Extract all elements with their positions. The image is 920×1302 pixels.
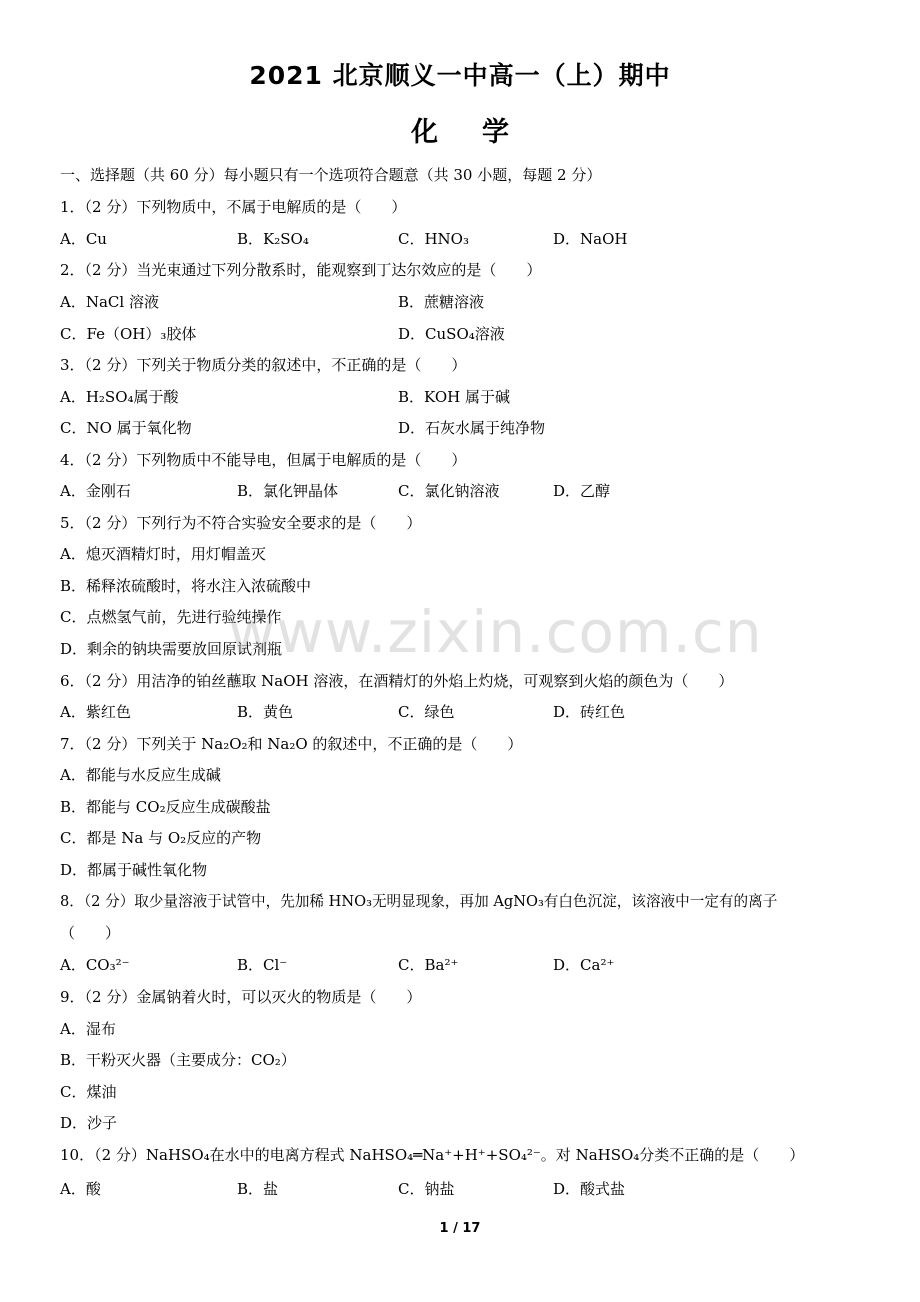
question-7-stem: 7．（2 分）下列关于 Na₂O₂和 Na₂O 的叙述中，不正确的是（ ） [60,735,523,753]
q1-option-a: A．Cu [60,230,107,248]
q9-option-d: D．沙子 [60,1114,118,1132]
q5-option-c: C．点燃氢气前，先进行验纯操作 [60,608,282,626]
q8-option-a: A．CO₃²⁻ [60,956,130,974]
q8-option-b: B．Cl⁻ [237,956,288,974]
q3-option-d: D．石灰水属于纯净物 [398,419,546,437]
q3-option-b: B．KOH 属于碱 [398,388,510,406]
q4-option-b: B．氯化钾晶体 [237,482,339,500]
q3-option-c: C．NO 属于氧化物 [60,419,192,437]
q3-option-a: A．H₂SO₄属于酸 [60,388,179,406]
q9-option-a: A．湿布 [60,1020,116,1038]
q8-option-d: D．Ca²⁺ [553,956,615,974]
q1-option-d: D．NaOH [553,230,628,248]
watermark: www.zixin.com.cn [228,598,763,666]
question-4-stem: 4．（2 分）下列物质中不能导电，但属于电解质的是（ ） [60,451,467,469]
q6-option-a: A．紫红色 [60,703,131,721]
question-2-stem: 2．（2 分）当光束通过下列分散系时，能观察到丁达尔效应的是（ ） [60,261,542,279]
question-8-stem-continued: （ ） [60,924,121,942]
page-number: 1 / 17 [439,1221,481,1236]
question-3-stem: 3．（2 分）下列关于物质分类的叙述中，不正确的是（ ） [60,356,467,374]
section-heading: 一、选择题（共 60 分）每小题只有一个选项符合题意（共 30 小题，每题 2 分） [60,166,602,184]
question-6-stem: 6．（2 分）用洁净的铂丝蘸取 NaOH 溶液，在酒精灯的外焰上灼烧，可观察到火焰的颜色为（ ） [60,672,734,690]
q2-option-a: A．NaCl 溶液 [60,293,159,311]
q10-option-a: A．酸 [60,1180,101,1198]
q4-option-d: D．乙醇 [553,482,611,500]
question-8-stem: 8．（2 分）取少量溶液于试管中，先加稀 HNO₃无明显现象，再加 AgNO₃有白色沉淀，该溶液中一定有的离子 [60,893,778,910]
subject-title: 化学 [411,117,553,148]
q5-option-d: D．剩余的钠块需要放回原试剂瓶 [60,640,283,658]
q2-option-b: B．蔗糖溶液 [398,293,485,311]
q5-option-a: A．熄灭酒精灯时，用灯帽盖灭 [60,545,266,563]
q6-option-c: C．绿色 [398,703,455,721]
q5-option-b: B．稀释浓硫酸时，将水注入浓硫酸中 [60,577,312,595]
q1-option-c: C．HNO₃ [398,230,469,248]
q6-option-b: B．黄色 [237,703,294,721]
q2-option-d: D．CuSO₄溶液 [398,325,505,343]
q7-option-a: A．都能与水反应生成碱 [60,766,221,784]
q4-option-c: C．氯化钠溶液 [398,482,500,500]
question-5-stem: 5．（2 分）下列行为不符合实验安全要求的是（ ） [60,514,422,532]
q9-option-b: B．干粉灭火器（主要成分：CO₂） [60,1051,296,1069]
question-9-stem: 9．（2 分）金属钠着火时，可以灭火的物质是（ ） [60,988,422,1006]
q6-option-d: D．砖红色 [553,703,626,721]
question-1-stem: 1．（2 分）下列物质中，不属于电解质的是（ ） [60,198,407,216]
q4-option-a: A．金刚石 [60,482,131,500]
q10-option-b: B．盐 [237,1180,279,1198]
page-title: 2021 北京顺义一中高一（上）期中 [249,61,671,90]
q7-option-b: B．都能与 CO₂反应生成碳酸盐 [60,798,271,816]
q10-option-c: C．钠盐 [398,1180,455,1198]
q8-option-c: C．Ba²⁺ [398,956,459,974]
q10-option-d: D．酸式盐 [553,1180,626,1198]
q9-option-c: C．煤油 [60,1083,117,1101]
q1-option-b: B．K₂SO₄ [237,230,309,248]
q7-option-c: C．都是 Na 与 O₂反应的产物 [60,829,262,847]
q7-option-d: D．都属于碱性氧化物 [60,861,208,879]
question-10-stem: 10．（2 分）NaHSO₄在水中的电离方程式 NaHSO₄═Na⁺+H⁺+SO₄²⁻。对 NaHSO₄分类不正确的是（ ） [60,1146,805,1164]
q2-option-c: C．Fe（OH）₃胶体 [60,325,197,343]
